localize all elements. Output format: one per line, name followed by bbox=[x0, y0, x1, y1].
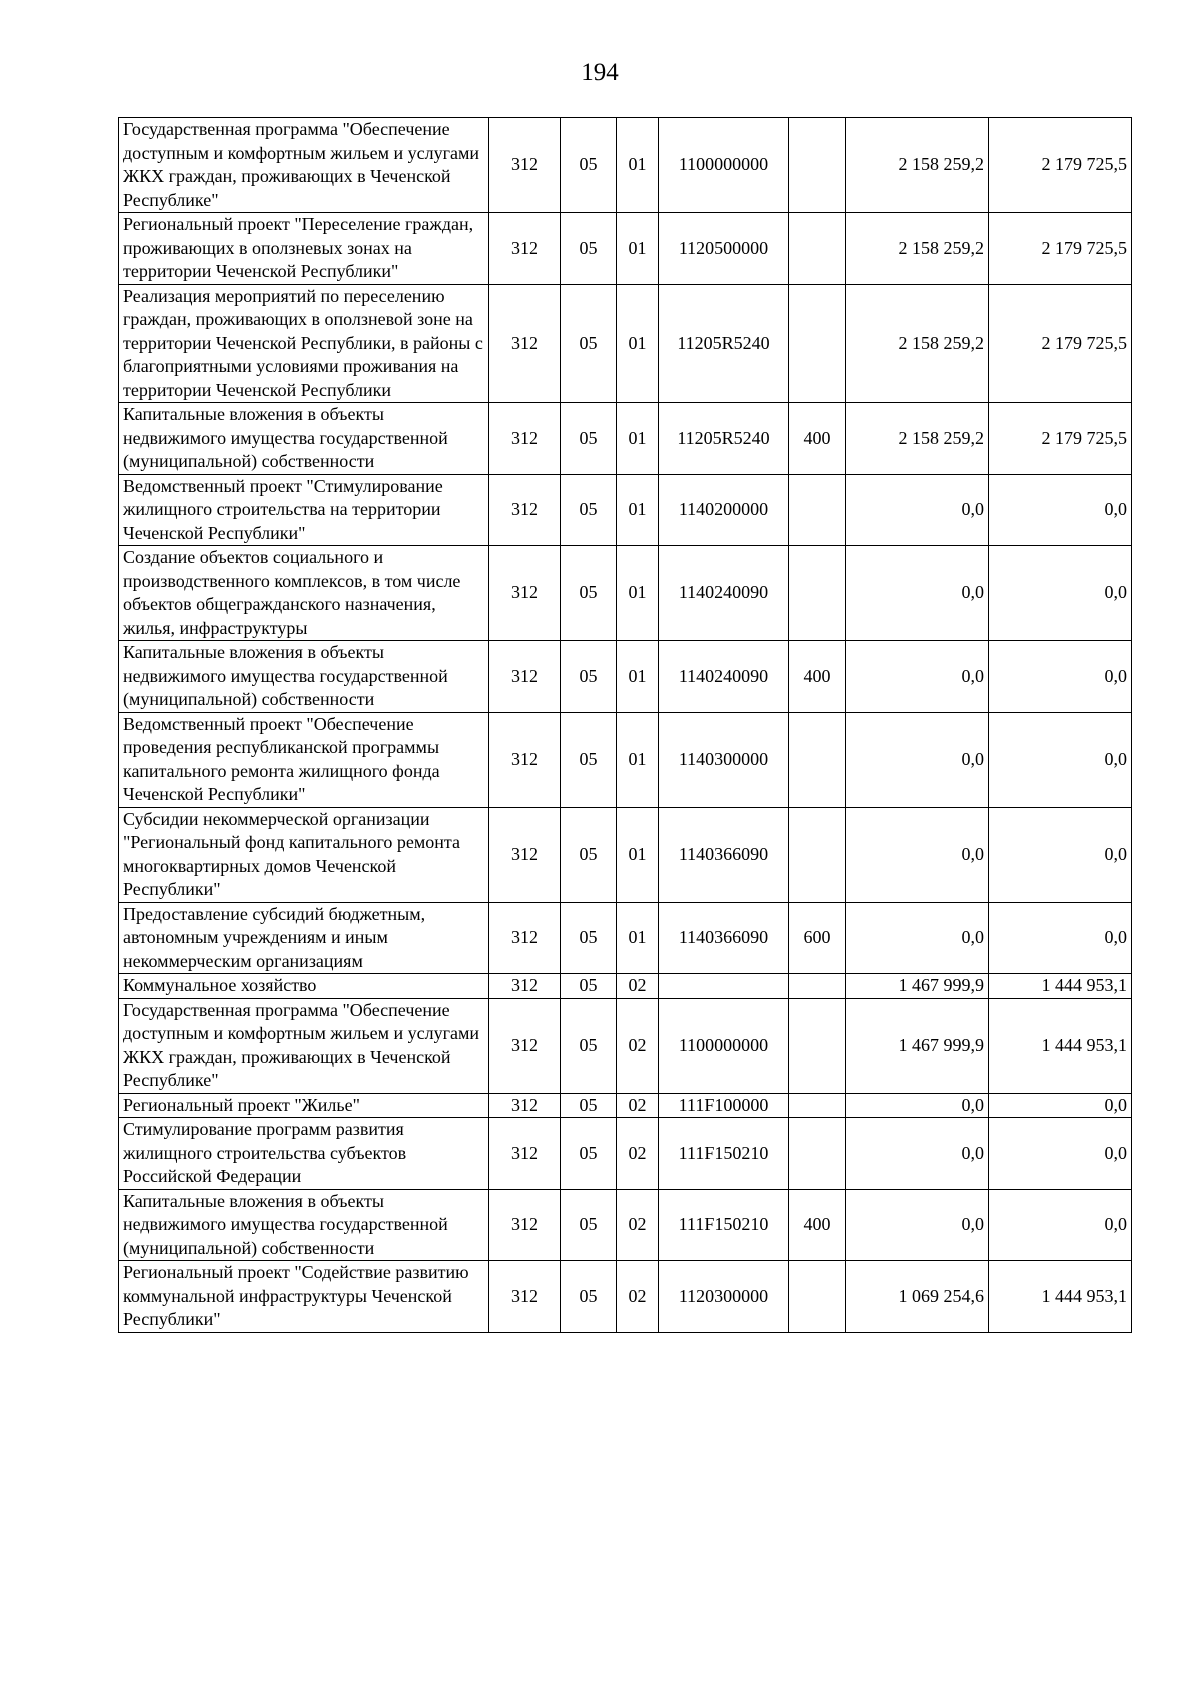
row-sum1: 1 069 254,6 bbox=[846, 1261, 989, 1333]
row-csr: 1120300000 bbox=[659, 1261, 789, 1333]
row-csr: 1140240090 bbox=[659, 546, 789, 641]
row-sum2: 2 179 725,5 bbox=[989, 213, 1132, 285]
row-rz: 05 bbox=[561, 1118, 617, 1190]
row-vr bbox=[789, 284, 846, 403]
row-sum1: 0,0 bbox=[846, 546, 989, 641]
row-vr bbox=[789, 474, 846, 546]
row-rz: 05 bbox=[561, 998, 617, 1093]
row-sum1: 1 467 999,9 bbox=[846, 974, 989, 999]
row-csr: 1140240090 bbox=[659, 641, 789, 713]
row-vr bbox=[789, 807, 846, 902]
row-csr: 11205R5240 bbox=[659, 284, 789, 403]
table-row bbox=[119, 546, 1132, 641]
row-pr: 01 bbox=[617, 474, 659, 546]
row-sum1: 2 158 259,2 bbox=[846, 403, 989, 475]
row-pr: 01 bbox=[617, 902, 659, 974]
row-ved: 312 bbox=[489, 546, 561, 641]
row-ved: 312 bbox=[489, 974, 561, 999]
row-csr bbox=[659, 974, 789, 999]
table-row bbox=[119, 807, 1132, 902]
row-sum1: 0,0 bbox=[846, 1093, 989, 1118]
row-name: Субсидии некоммерческой организации "Региональный фонд капитального ремонта многоквартирных домов Чеченской Республики" bbox=[119, 807, 489, 902]
row-vr: 600 bbox=[789, 902, 846, 974]
row-sum2: 2 179 725,5 bbox=[989, 118, 1132, 213]
row-sum1: 0,0 bbox=[846, 1189, 989, 1261]
row-sum1: 1 467 999,9 bbox=[846, 998, 989, 1093]
row-rz: 05 bbox=[561, 1093, 617, 1118]
row-sum2: 0,0 bbox=[989, 1189, 1132, 1261]
row-rz: 05 bbox=[561, 403, 617, 475]
row-ved: 312 bbox=[489, 902, 561, 974]
row-rz: 05 bbox=[561, 213, 617, 285]
row-pr: 02 bbox=[617, 1093, 659, 1118]
row-sum2: 1 444 953,1 bbox=[989, 1261, 1132, 1333]
row-name: Коммунальное хозяйство bbox=[119, 974, 489, 999]
row-vr: 400 bbox=[789, 1189, 846, 1261]
row-ved: 312 bbox=[489, 1189, 561, 1261]
row-name: Капитальные вложения в объекты недвижимого имущества государственной (муниципальной) собственности bbox=[119, 403, 489, 475]
row-pr: 01 bbox=[617, 712, 659, 807]
table-row bbox=[119, 712, 1132, 807]
row-csr: 1100000000 bbox=[659, 118, 789, 213]
table-row bbox=[119, 118, 1132, 213]
row-pr: 02 bbox=[617, 1261, 659, 1333]
row-rz: 05 bbox=[561, 712, 617, 807]
table-row bbox=[119, 474, 1132, 546]
row-csr: 1140366090 bbox=[659, 807, 789, 902]
row-vr bbox=[789, 712, 846, 807]
row-ved: 312 bbox=[489, 118, 561, 213]
row-csr: 1140300000 bbox=[659, 712, 789, 807]
row-sum2: 0,0 bbox=[989, 1093, 1132, 1118]
row-csr: 1140366090 bbox=[659, 902, 789, 974]
row-sum1: 2 158 259,2 bbox=[846, 284, 989, 403]
row-csr: 1100000000 bbox=[659, 998, 789, 1093]
row-name: Предоставление субсидий бюджетным, автономным учреждениям и иным некоммерческим организациям bbox=[119, 902, 489, 974]
row-name: Государственная программа "Обеспечение доступным и комфортным жильем и услугами ЖКХ граждан, проживающих в Чеченской Республике" bbox=[119, 118, 489, 213]
row-csr: 111F150210 bbox=[659, 1189, 789, 1261]
row-name: Капитальные вложения в объекты недвижимого имущества государственной (муниципальной) собственности bbox=[119, 641, 489, 713]
row-pr: 01 bbox=[617, 213, 659, 285]
row-name: Стимулирование программ развития жилищного строительства субъектов Российской Федерации bbox=[119, 1118, 489, 1190]
row-name: Государственная программа "Обеспечение доступным и комфортным жильем и услугами ЖКХ граждан, проживающих в Чеченской Республике" bbox=[119, 998, 489, 1093]
row-sum1: 0,0 bbox=[846, 807, 989, 902]
row-sum2: 0,0 bbox=[989, 902, 1132, 974]
row-sum2: 0,0 bbox=[989, 641, 1132, 713]
row-ved: 312 bbox=[489, 1093, 561, 1118]
row-pr: 02 bbox=[617, 1118, 659, 1190]
row-vr bbox=[789, 974, 846, 999]
row-sum1: 0,0 bbox=[846, 474, 989, 546]
row-sum2: 2 179 725,5 bbox=[989, 403, 1132, 475]
table-row bbox=[119, 1093, 1132, 1118]
row-ved: 312 bbox=[489, 641, 561, 713]
row-sum1: 0,0 bbox=[846, 712, 989, 807]
row-name: Региональный проект "Переселение граждан, проживающих в оползневых зонах на территории Чеченской Республики" bbox=[119, 213, 489, 285]
row-pr: 02 bbox=[617, 1189, 659, 1261]
table-row bbox=[119, 1261, 1132, 1333]
row-ved: 312 bbox=[489, 213, 561, 285]
row-rz: 05 bbox=[561, 284, 617, 403]
row-sum2: 2 179 725,5 bbox=[989, 284, 1132, 403]
row-ved: 312 bbox=[489, 1261, 561, 1333]
table-row bbox=[119, 1118, 1132, 1190]
row-rz: 05 bbox=[561, 546, 617, 641]
row-csr: 111F100000 bbox=[659, 1093, 789, 1118]
row-rz: 05 bbox=[561, 118, 617, 213]
row-vr bbox=[789, 1261, 846, 1333]
row-vr bbox=[789, 546, 846, 641]
row-pr: 01 bbox=[617, 807, 659, 902]
row-sum2: 0,0 bbox=[989, 807, 1132, 902]
row-rz: 05 bbox=[561, 902, 617, 974]
table-row bbox=[119, 641, 1132, 713]
row-vr bbox=[789, 118, 846, 213]
row-sum2: 0,0 bbox=[989, 474, 1132, 546]
table-row bbox=[119, 284, 1132, 403]
table-row bbox=[119, 403, 1132, 475]
row-ved: 312 bbox=[489, 807, 561, 902]
row-rz: 05 bbox=[561, 474, 617, 546]
row-rz: 05 bbox=[561, 807, 617, 902]
row-vr: 400 bbox=[789, 403, 846, 475]
row-rz: 05 bbox=[561, 974, 617, 999]
row-name: Региональный проект "Жилье" bbox=[119, 1093, 489, 1118]
row-pr: 01 bbox=[617, 284, 659, 403]
row-ved: 312 bbox=[489, 284, 561, 403]
row-pr: 01 bbox=[617, 118, 659, 213]
row-sum1: 2 158 259,2 bbox=[846, 118, 989, 213]
row-ved: 312 bbox=[489, 998, 561, 1093]
row-pr: 02 bbox=[617, 974, 659, 999]
row-csr: 1140200000 bbox=[659, 474, 789, 546]
table-row bbox=[119, 1189, 1132, 1261]
row-csr: 1120500000 bbox=[659, 213, 789, 285]
row-vr bbox=[789, 998, 846, 1093]
row-vr: 400 bbox=[789, 641, 846, 713]
table-row bbox=[119, 998, 1132, 1093]
row-rz: 05 bbox=[561, 1189, 617, 1261]
row-pr: 01 bbox=[617, 403, 659, 475]
row-rz: 05 bbox=[561, 641, 617, 713]
row-pr: 01 bbox=[617, 546, 659, 641]
row-sum1: 0,0 bbox=[846, 902, 989, 974]
row-sum2: 0,0 bbox=[989, 712, 1132, 807]
row-sum2: 0,0 bbox=[989, 546, 1132, 641]
row-name: Создание объектов социального и производственного комплексов, в том числе объектов общегражданского назначения, жилья, инфраструктуры bbox=[119, 546, 489, 641]
row-name: Реализация мероприятий по переселению граждан, проживающих в оползневой зоне на территории Чеченской Республики, в районы с благоприятными условиями проживания на территории Чеченской Республики bbox=[119, 284, 489, 403]
table-body bbox=[119, 118, 1132, 1333]
row-sum1: 0,0 bbox=[846, 1118, 989, 1190]
row-vr bbox=[789, 1093, 846, 1118]
row-csr: 11205R5240 bbox=[659, 403, 789, 475]
row-vr bbox=[789, 213, 846, 285]
row-sum2: 1 444 953,1 bbox=[989, 974, 1132, 999]
table-row bbox=[119, 213, 1132, 285]
row-ved: 312 bbox=[489, 474, 561, 546]
page-number: 194 bbox=[581, 59, 619, 86]
row-name: Ведомственный проект "Обеспечение проведения республиканской программы капитального ремонта жилищного фонда Чеченской Республики" bbox=[119, 712, 489, 807]
table-row bbox=[119, 974, 1132, 999]
row-sum1: 0,0 bbox=[846, 641, 989, 713]
row-ved: 312 bbox=[489, 712, 561, 807]
row-rz: 05 bbox=[561, 1261, 617, 1333]
row-pr: 02 bbox=[617, 998, 659, 1093]
row-sum2: 1 444 953,1 bbox=[989, 998, 1132, 1093]
row-name: Ведомственный проект "Стимулирование жилищного строительства на территории Чеченской Республики" bbox=[119, 474, 489, 546]
table-row bbox=[119, 902, 1132, 974]
row-ved: 312 bbox=[489, 403, 561, 475]
row-pr: 01 bbox=[617, 641, 659, 713]
row-ved: 312 bbox=[489, 1118, 561, 1190]
row-csr: 111F150210 bbox=[659, 1118, 789, 1190]
row-name: Региональный проект "Содействие развитию коммунальной инфраструктуры Чеченской Республики" bbox=[119, 1261, 489, 1333]
budget-table bbox=[118, 117, 1132, 1333]
row-sum1: 2 158 259,2 bbox=[846, 213, 989, 285]
row-sum2: 0,0 bbox=[989, 1118, 1132, 1190]
row-name: Капитальные вложения в объекты недвижимого имущества государственной (муниципальной) собственности bbox=[119, 1189, 489, 1261]
row-vr bbox=[789, 1118, 846, 1190]
